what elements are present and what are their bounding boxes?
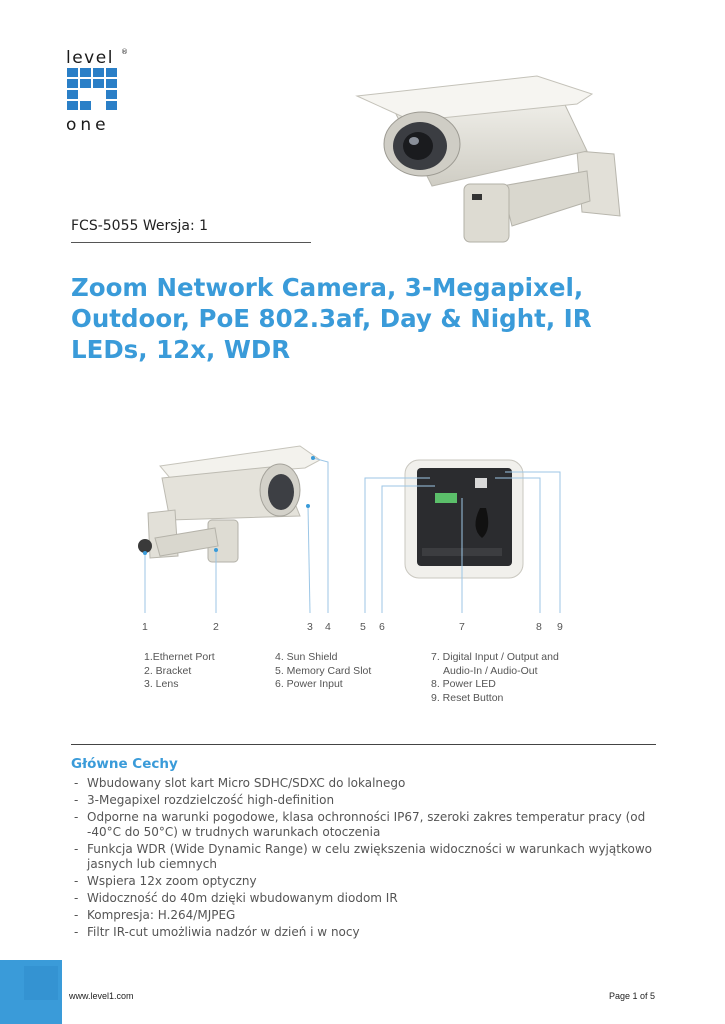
diagram-number: 9 bbox=[557, 621, 563, 633]
camera-product-image bbox=[352, 66, 627, 251]
diagram-number: 6 bbox=[379, 621, 385, 633]
camera-parts-diagram bbox=[130, 438, 580, 710]
diagram-number: 3 bbox=[307, 621, 313, 633]
logo-registered-mark: ® bbox=[121, 48, 128, 56]
feature-item: - Filtr IR-cut umożliwia nadzór w dzień i w nocy bbox=[74, 925, 360, 939]
logo-text-one: one bbox=[66, 115, 110, 135]
legend-item: 9. Reset Button bbox=[431, 691, 504, 704]
legend-item: 4. Sun Shield bbox=[275, 651, 338, 663]
feature-text: Funkcja WDR (Wide Dynamic Range) w celu zwiększenia widoczności w warunkach wyjątkowo jasnych lub ciemnych bbox=[87, 842, 652, 871]
feature-item: - Funkcja WDR (Wide Dynamic Range) w celu zwiększenia widoczności w warunkach wyjątkowo jasnych lub ciemnych bbox=[74, 842, 652, 871]
legend-item: 3. Lens bbox=[144, 678, 179, 690]
diagram-illustration bbox=[130, 438, 580, 623]
feature-text: Odporne na warunki pogodowe, klasa ochronności IP67, szeroki zakres temperatur pracy (od -40°C do 50°C) w trudnych warunkach otoczenia bbox=[87, 810, 646, 839]
diagram-legend-column bbox=[144, 651, 215, 692]
legend-item: 2. Bracket bbox=[144, 664, 192, 677]
levelone-logo bbox=[66, 50, 126, 134]
diagram-number: 5 bbox=[360, 621, 366, 633]
feature-text: Widoczność do 40m dzięki wbudowanym diodom IR bbox=[87, 891, 398, 905]
feature-text: Filtr IR-cut umożliwia nadzór w dzień i w nocy bbox=[87, 925, 360, 939]
feature-text: Wbudowany slot kart Micro SDHC/SDXC do lokalnego bbox=[87, 776, 406, 790]
legend-item: 1.Ethernet Port bbox=[144, 651, 215, 663]
diagram-legend-column bbox=[275, 651, 371, 692]
diagram-legend-column bbox=[431, 651, 559, 705]
page-number: Page 1 of 5 bbox=[608, 991, 655, 1001]
legend-item: 6. Power Input bbox=[275, 678, 343, 690]
legend-item: 7. Digital Input / Output and bbox=[431, 651, 559, 663]
model-version: FCS-5055 Wersja: 1 bbox=[71, 218, 209, 234]
logo-text-level: level bbox=[66, 48, 114, 68]
header-divider bbox=[71, 242, 311, 243]
diagram-number: 8 bbox=[536, 621, 542, 633]
diagram-number: 2 bbox=[213, 621, 219, 633]
feature-item: - Kompresja: H.264/MJPEG bbox=[74, 908, 236, 922]
legend-item: 8. Power LED bbox=[431, 678, 496, 690]
diagram-number: 7 bbox=[459, 621, 465, 633]
feature-text: Wspiera 12x zoom optyczny bbox=[87, 874, 257, 888]
footer-accent-square bbox=[24, 966, 58, 1000]
feature-item: - Odporne na warunki pogodowe, klasa ochronności IP67, szeroki zakres temperatur pracy (od -40°C do 50°C) w trudnych warunkach otoczenia bbox=[74, 810, 646, 839]
feature-text: Kompresja: H.264/MJPEG bbox=[87, 908, 236, 922]
page-title: Zoom Network Camera, 3-Megapixel, Outdoor, PoE 802.3af, Day & Night, IR LEDs, 12x, WDR bbox=[71, 273, 592, 364]
features-list bbox=[71, 776, 656, 942]
feature-item: - Wspiera 12x zoom optyczny bbox=[74, 874, 257, 888]
legend-item: 5. Memory Card Slot bbox=[275, 664, 372, 677]
features-heading: Główne Cechy bbox=[71, 756, 178, 772]
diagram-number: 1 bbox=[142, 621, 148, 633]
footer-website-link[interactable]: www.level1.com bbox=[69, 991, 134, 1001]
diagram-number: 4 bbox=[325, 621, 331, 633]
section-divider bbox=[71, 744, 656, 745]
feature-item: - 3-Megapixel rozdzielczość high-definition bbox=[74, 793, 335, 807]
logo-grid-icon bbox=[67, 68, 119, 116]
feature-text: 3-Megapixel rozdzielczość high-definition bbox=[87, 793, 335, 807]
feature-item: - Wbudowany slot kart Micro SDHC/SDXC do lokalnego bbox=[74, 776, 406, 790]
legend-item: Audio-In / Audio-Out bbox=[443, 664, 538, 677]
feature-item: - Widoczność do 40m dzięki wbudowanym diodom IR bbox=[74, 891, 398, 905]
